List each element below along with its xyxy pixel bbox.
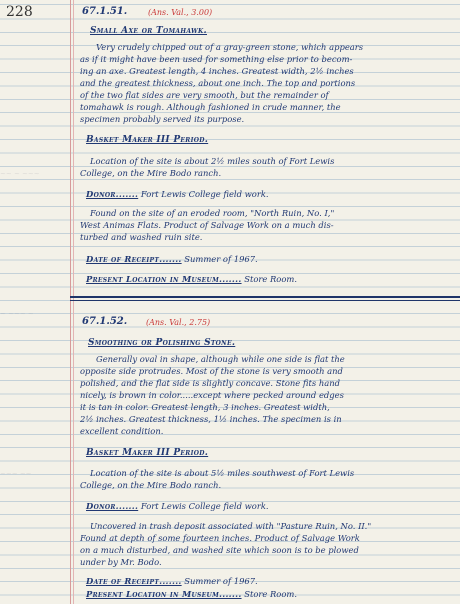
- margin-line: [73, 0, 74, 604]
- appraised-value: (Ans. Val., 2.75): [146, 318, 211, 327]
- present-location-label: Present Location in Museum.......: [86, 274, 242, 284]
- location-line: Location of the site is about 5½ miles southwest of Fort Lewis: [90, 468, 355, 478]
- found-line: Found at depth of some fourteen inches. Product of Salvage Work: [80, 533, 360, 543]
- description-line: tomahawk is rough. Although fashioned in crude manner, the: [80, 102, 341, 112]
- description-line: nicely, is brown in color.....except where pecked around edges: [80, 390, 344, 400]
- donor-value: Fort Lewis College field work.: [140, 501, 269, 511]
- bleed-through-marks: ~ ~~~ ~: [0, 310, 34, 318]
- found-line: Uncovered in trash deposit associated with "Pasture Ruin, No. II.": [90, 521, 372, 531]
- found-line: West Animas Flats. Product of Salvage Work on a much dis-: [80, 220, 334, 230]
- donor-row: [86, 188, 269, 201]
- page-number: 228: [6, 4, 33, 20]
- present-location-label: Present Location in Museum.......: [86, 589, 242, 599]
- catalog-number: 67.1.52.: [82, 316, 128, 327]
- found-line: Found on the site of an eroded room, "North Ruin, No. I,": [90, 208, 335, 218]
- receipt-value: Summer of 1967.: [184, 254, 258, 264]
- bleed-through-marks: ~~~ ~~: [0, 470, 32, 478]
- donor-label: Donor.......: [86, 189, 139, 199]
- specimen-title: Smoothing or Polishing Stone.: [88, 338, 236, 348]
- receipt-row: [86, 253, 258, 266]
- description-line: it is tan in color. Greatest length, 3 inches. Greatest width,: [80, 402, 330, 412]
- description-line: polished, and the flat side is slightly concave. Stone fits hand: [80, 378, 340, 388]
- location-line: College, on the Mire Bodo ranch.: [80, 480, 222, 490]
- donor-row: [86, 500, 269, 513]
- present-location-row: [86, 588, 297, 601]
- receipt-row: [86, 575, 258, 588]
- appraised-value: (Ans. Val., 3.00): [148, 8, 213, 17]
- receipt-label: Date of Receipt.......: [86, 254, 182, 264]
- receipt-value: Summer of 1967.: [184, 576, 258, 586]
- present-location-value: Store Room.: [244, 589, 297, 599]
- found-line: under by Mr. Bodo.: [80, 557, 162, 567]
- found-line: on a much disturbed, and washed site which soon is to be plowed: [80, 545, 359, 555]
- donor-label: Donor.......: [86, 501, 139, 511]
- present-location-row: [86, 273, 297, 286]
- catalog-number: 67.1.51.: [82, 6, 128, 17]
- entry-divider: [70, 300, 460, 301]
- description-line: opposite side protrudes. Most of the stone is very smooth and: [80, 366, 343, 376]
- description-line: Generally oval in shape, although while one side is flat the: [96, 354, 345, 364]
- specimen-title: Small Axe or Tomahawk.: [90, 26, 207, 36]
- culture-period: Basket Maker III Period.: [86, 135, 209, 145]
- description-line: specimen probably served its purpose.: [80, 114, 245, 124]
- culture-period: Basket Maker III Period.: [86, 448, 209, 458]
- entry-divider: [70, 296, 460, 298]
- description-line: of the two flat sides are very smooth, but the remainder of: [80, 90, 329, 100]
- present-location-value: Store Room.: [244, 274, 297, 284]
- description-line: and the greatest thickness, about one inch. The top and portions: [80, 78, 356, 88]
- description-line: Very crudely chipped out of a gray-green stone, which appears: [96, 42, 364, 52]
- found-line: turbed and washed ruin site.: [80, 232, 203, 242]
- location-line: Location of the site is about 2½ miles south of Fort Lewis: [90, 156, 335, 166]
- donor-value: Fort Lewis College field work.: [140, 189, 269, 199]
- description-line: excellent condition.: [80, 426, 164, 436]
- bleed-through-marks: ~~ ~ ~~~: [0, 170, 40, 178]
- receipt-label: Date of Receipt.......: [86, 576, 182, 586]
- margin-line: [70, 0, 71, 604]
- description-line: 2½ inches. Greatest thickness, 1½ inches. The specimen is in: [80, 414, 342, 424]
- location-line: College, on the Mire Bodo ranch.: [80, 168, 222, 178]
- description-line: ing an axe. Greatest length, 4 inches. Greatest width, 2½ inches: [80, 66, 354, 76]
- description-line: as if it might have been used for something else prior to becom-: [80, 54, 353, 64]
